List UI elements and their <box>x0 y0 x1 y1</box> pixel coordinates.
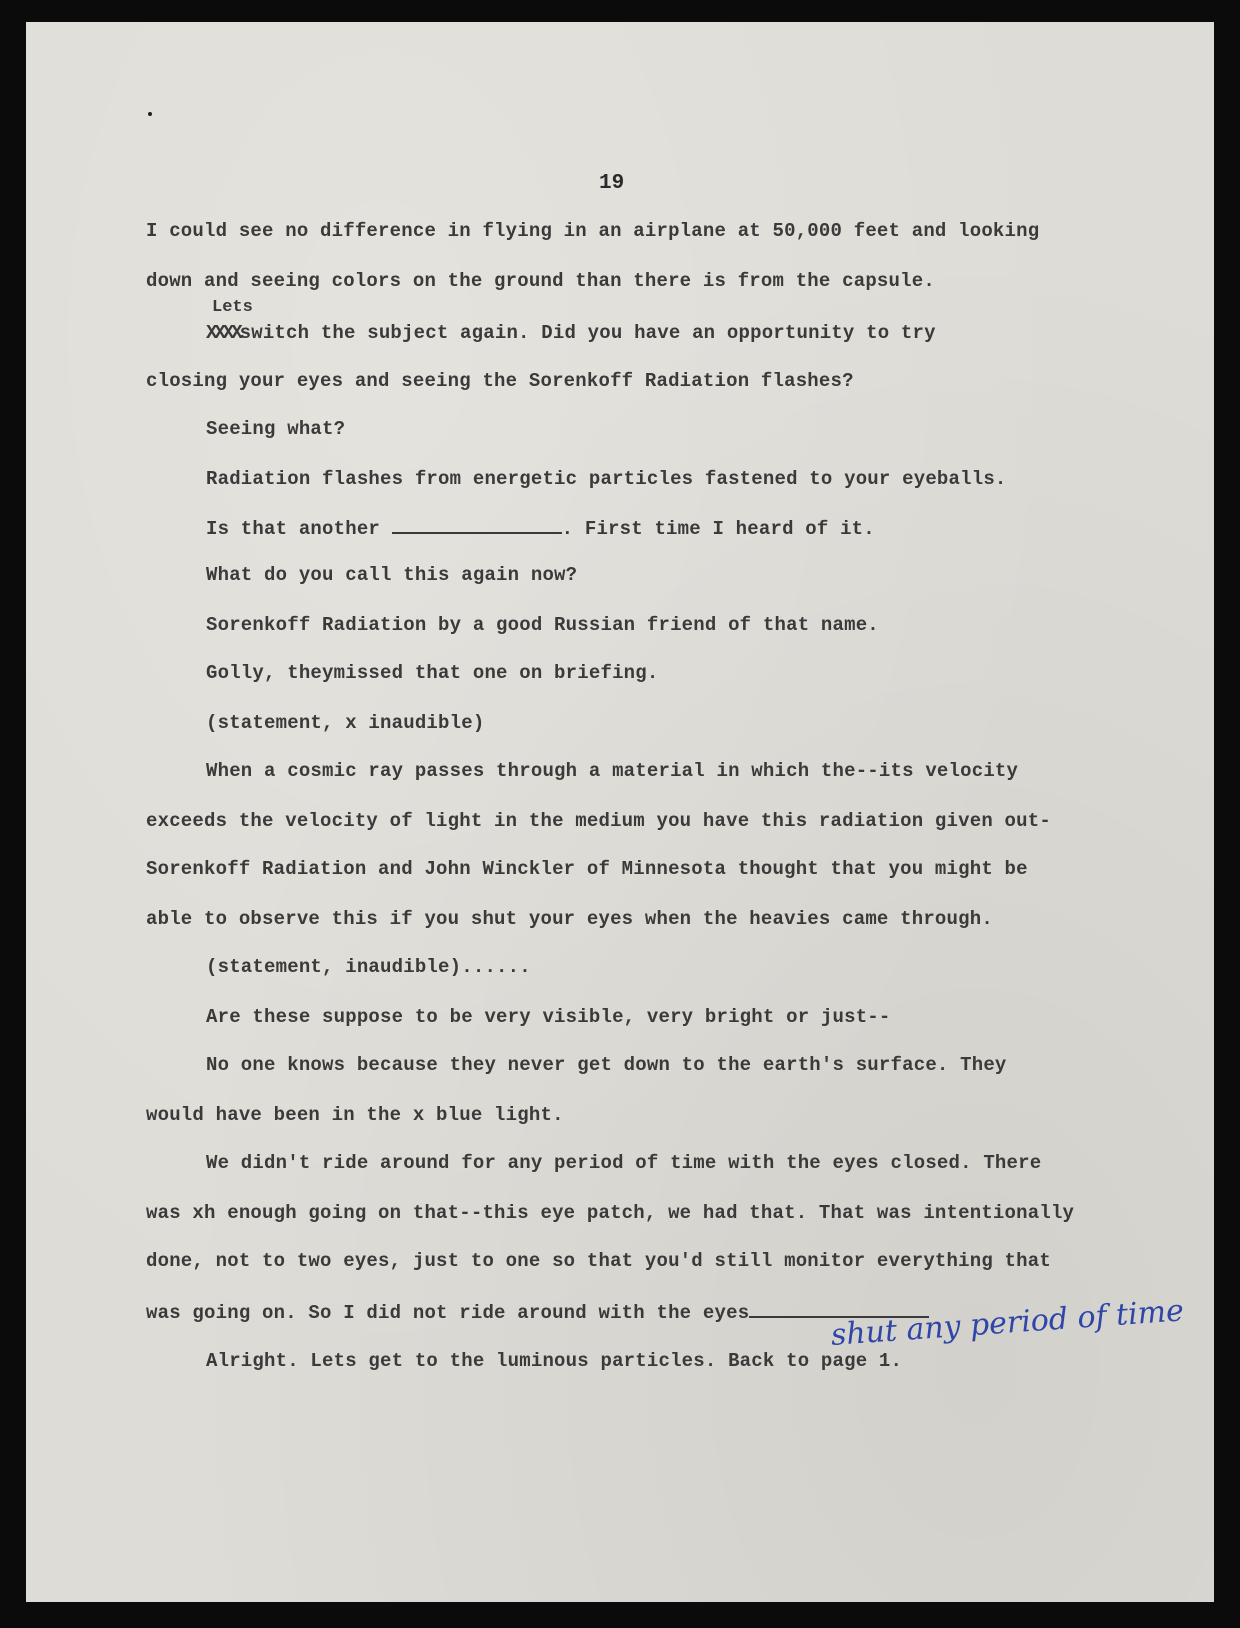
text-line <box>206 322 936 344</box>
text-line: Alright. Lets get to the luminous particles. Back to page 1. <box>206 1350 903 1372</box>
text-line: What do you call this again now? <box>206 564 578 586</box>
text-line: No one knows because they never get down to the earth's surface. They <box>206 1054 1007 1076</box>
text-line: closing your eyes and seeing the Sorenkoff Radiation flashes? <box>146 370 854 392</box>
text-line-content: . First time I heard of it. <box>561 518 875 540</box>
document-page <box>26 22 1214 1602</box>
text-line-content: Is that another <box>206 518 381 540</box>
text-line: We didn't ride around for any period of time with the eyes closed. There <box>206 1152 1042 1174</box>
page-number: 19 <box>599 172 625 195</box>
text-line: Sorenkoff Radiation and John Winckler of Minnesota thought that you might be <box>146 858 1028 880</box>
typed-insertion: Lets <box>212 298 253 317</box>
text-line: (statement, x inaudible) <box>206 712 485 734</box>
text-line: Radiation flashes from energetic particles fastened to your eyeballs. <box>206 468 1007 490</box>
text-line: Seeing what? <box>206 418 346 440</box>
text-line: Sorenkoff Radiation by a good Russian friend of that name. <box>206 614 879 636</box>
struck-word: XXXX <box>206 322 240 344</box>
text-line: When a cosmic ray passes through a material in which the--its velocity <box>206 760 1019 782</box>
text-line: exceeds the velocity of light in the medium you have this radiation given out- <box>146 810 1051 832</box>
text-line: was xh enough going on that--this eye patch, we had that. That was intentionally <box>146 1202 1075 1224</box>
text-line-content: was going on. So I did not ride around with the eyes <box>146 1302 750 1324</box>
blank-underline <box>392 516 562 534</box>
text-line: Golly, theymissed that one on briefing. <box>206 662 659 684</box>
text-line: done, not to two eyes, just to one so that you'd still monitor everything that <box>146 1250 1051 1272</box>
text-line: (statement, inaudible)...... <box>206 956 531 978</box>
text-line: down and seeing colors on the ground than there is from the capsule. <box>146 270 935 292</box>
text-line: would have been in the x blue light. <box>146 1104 564 1126</box>
text-line: Are these suppose to be very visible, very bright or just-- <box>206 1006 891 1028</box>
text-line: I could see no difference in flying in an airplane at 50,000 feet and looking <box>146 220 1040 242</box>
handwritten-annotation: shut any period of time <box>829 1293 1185 1353</box>
text-line <box>146 1300 929 1324</box>
text-line <box>206 516 875 540</box>
text-line-content: switch the subject again. Did you have an opportunity to try <box>239 322 936 344</box>
text-line: able to observe this if you shut your eyes when the heavies came through. <box>146 908 993 930</box>
ink-dot <box>148 112 152 116</box>
